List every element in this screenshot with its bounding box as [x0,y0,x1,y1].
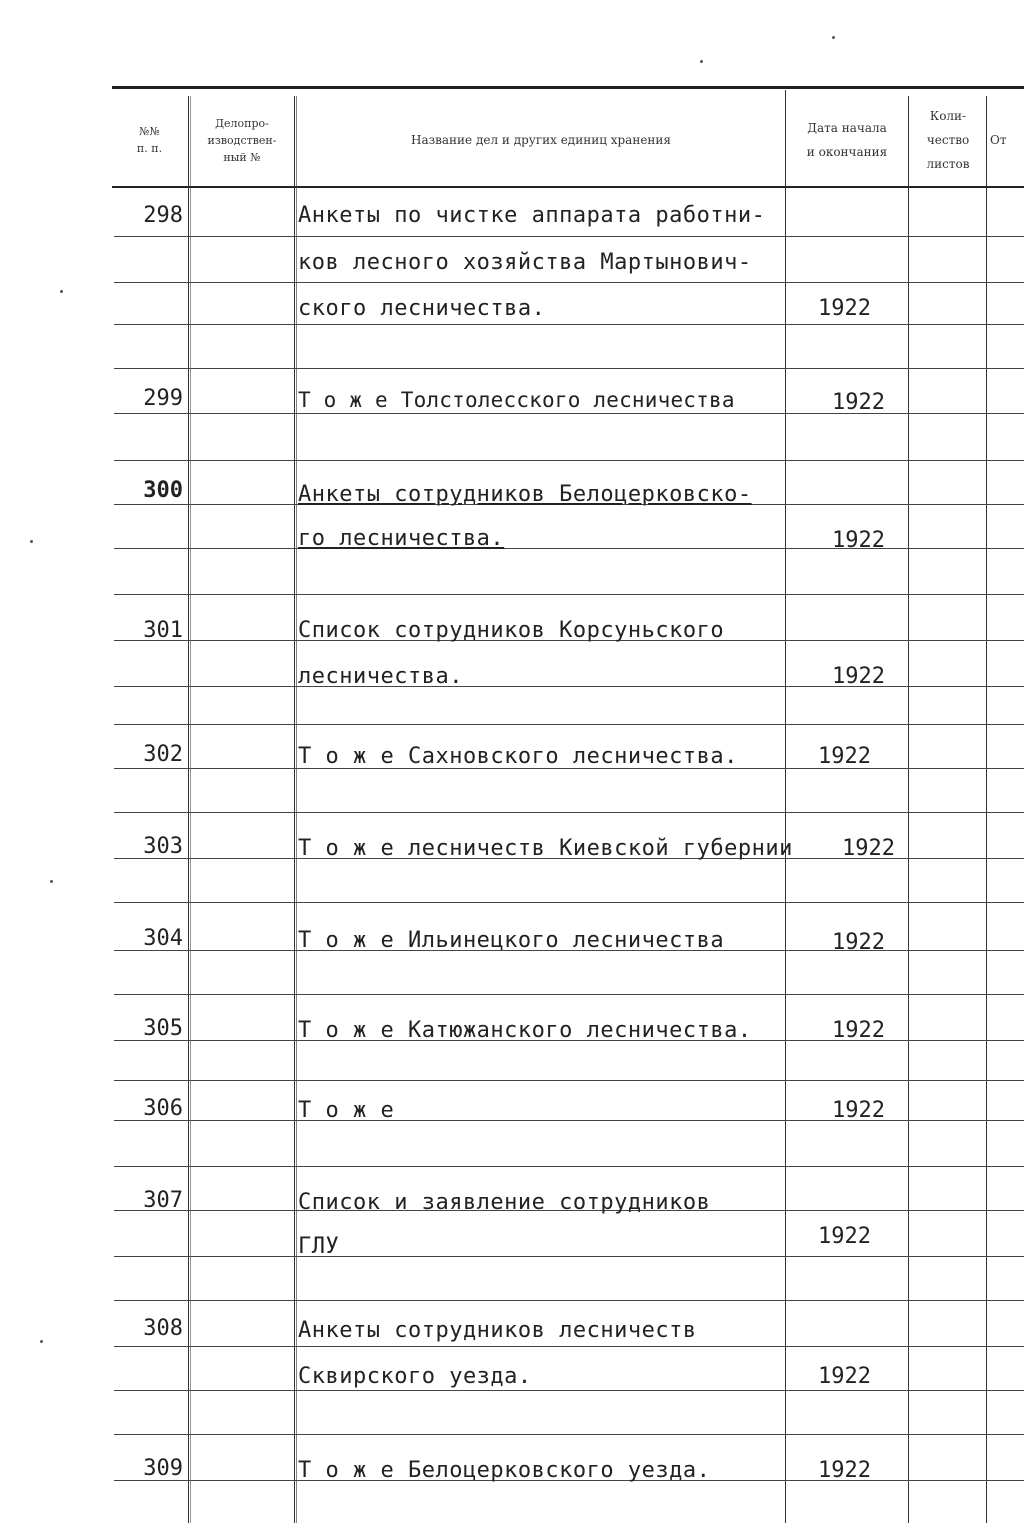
row-title-line: ков лесного хозяйства Мартынович- [298,250,752,275]
row-number: 304 [143,926,183,951]
row-number: 298 [143,203,183,228]
row-title-line: Т о ж е Белоцерковского уезда. [298,1458,711,1483]
row-title-line: Т о ж е Сахновского лесничества. [298,744,738,769]
row-line [114,368,1024,369]
row-line [114,324,1024,325]
row-number: 299 [143,386,183,411]
header-col-title: Название дел и других единиц хранения [410,133,671,147]
row-line [114,1300,1024,1301]
row-date: 1922 [818,1224,871,1249]
row-line [114,548,1024,549]
row-line [114,594,1024,595]
row-line [114,1120,1024,1121]
row-title-line: Список и заявление сотрудников [298,1190,711,1215]
row-date: 1922 [832,1018,885,1043]
column-divider [908,96,909,1523]
row-title-line: Т о ж е Ильинецкого лесничества [298,928,725,953]
scan-speck [700,60,703,63]
row-title-line: ГЛУ [298,1234,340,1259]
row-date: 1922 [832,664,885,689]
row-line [114,1434,1024,1435]
row-date: 1922 [818,296,871,321]
scan-speck [30,540,33,543]
row-line [114,686,1024,687]
scan-speck [832,36,835,39]
row-date: 1922 [832,528,885,553]
row-line [114,902,1024,903]
row-title-line: Т о ж е Катюжанского лесничества. [298,1018,752,1043]
row-line [114,1256,1024,1257]
header-top-rule [112,86,1024,89]
row-date: 1922 [832,1098,885,1123]
row-line [114,994,1024,995]
row-number: 303 [143,834,183,859]
row-line [114,282,1024,283]
row-number: 300 [143,478,183,503]
row-title-line: лесничества. [298,664,463,689]
row-line [114,1166,1024,1167]
row-title-line: го лесничества. [298,526,505,551]
row-date: 1922 [818,1458,871,1483]
column-divider [190,96,191,1523]
row-date: 1922 [832,390,885,415]
row-date: 1922 [832,930,885,955]
row-number: 308 [143,1316,183,1341]
row-title-line: Т о ж е лесничеств Киевской губернии [298,836,793,861]
row-number: 305 [143,1016,183,1041]
column-divider [986,96,987,1523]
header-col-dates: Дата начала и окончания [806,121,888,159]
column-divider [296,96,297,1523]
column-divider [188,96,189,1523]
row-line [114,724,1024,725]
row-title-line: ского лесничества. [298,296,546,321]
scan-speck [40,1340,43,1343]
row-title-line: Т о ж е Толстолесского лесничества [298,388,735,412]
row-date: 1922 [818,1364,871,1389]
header-bottom-rule [112,186,1024,188]
row-number: 302 [143,742,183,767]
column-divider [785,90,786,1523]
column-divider [294,96,295,1523]
row-number: 306 [143,1096,183,1121]
row-line [114,1346,1024,1347]
scan-speck [50,880,53,883]
row-line [114,812,1024,813]
row-line [114,1080,1024,1081]
row-number: 307 [143,1188,183,1213]
header-col-extra: От [990,133,1007,147]
row-line [114,460,1024,461]
scan-speck [60,290,63,293]
row-number: 309 [143,1456,183,1481]
header-col-number: №№ п. п. [136,125,163,155]
row-line [114,1390,1024,1391]
row-title-line: Анкеты по чистке аппарата работни- [298,203,766,228]
row-title-line: Список сотрудников Корсуньского [298,618,725,643]
header-col-office-number: Делопро- изводствен- ный № [207,116,277,164]
row-line [114,413,1024,414]
row-title-line: Анкеты сотрудников лесничеств [298,1318,697,1343]
row-date: 1922 [842,836,895,861]
row-title-line: Анкеты сотрудников Белоцерковско- [298,482,752,507]
row-title-line: Сквирского уезда. [298,1364,532,1389]
row-number: 301 [143,618,183,643]
row-title-line: Т о ж е [298,1098,395,1123]
row-date: 1922 [818,744,871,769]
row-line [114,236,1024,237]
header-col-sheets: Коли- чество листов [926,109,970,171]
